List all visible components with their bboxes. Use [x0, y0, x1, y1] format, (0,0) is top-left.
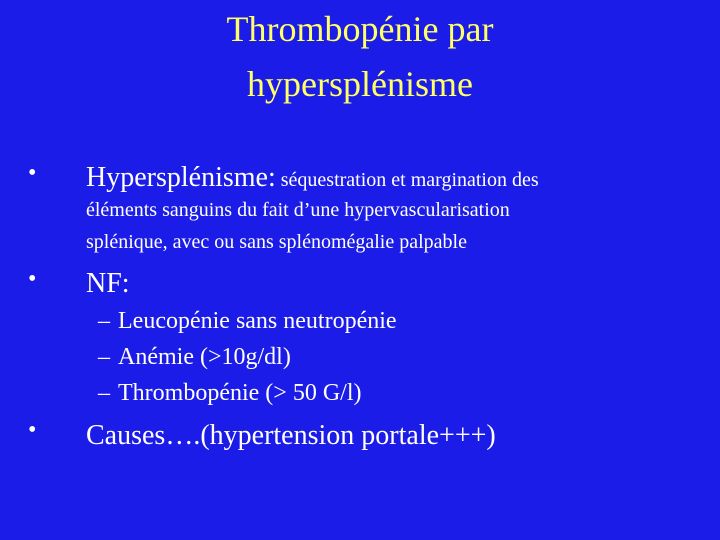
bullet-text-line1 [86, 160, 539, 198]
bullet-term: Hypersplénisme: [86, 162, 276, 193]
subitem-text: Leucopénie sans neutropénie [118, 308, 397, 334]
bullet-description: séquestration et margination des [275, 169, 539, 191]
dash-marker: – [98, 308, 110, 334]
subitem-text: Anémie (>10g/dl) [118, 344, 291, 370]
subitem-text: Thrombopénie (> 50 G/l) [118, 380, 362, 406]
bullet-marker: • [28, 160, 37, 186]
bullet-continuation-line3: splénique, avec ou sans splénomégalie palpable [86, 231, 467, 253]
slide-title [0, 2, 720, 112]
bullet-continuation-line2: éléments sanguins du fait d’une hypervascularisation [86, 199, 510, 221]
dash-marker: – [98, 344, 110, 370]
slide-title-line1: Thrombopénie par [226, 9, 494, 49]
dash-marker: – [98, 380, 110, 406]
slide-title-line2: hypersplénisme [247, 64, 473, 104]
bullet-text: NF: [86, 268, 130, 299]
bullet-marker: • [28, 266, 37, 292]
bullet-marker: • [28, 417, 37, 443]
subitem-anemie [98, 340, 291, 374]
subitem-thrombopenie [98, 376, 361, 410]
subitem-leucopenie [98, 304, 397, 338]
bullet-text: Causes….(hypertension portale+++) [86, 420, 496, 451]
